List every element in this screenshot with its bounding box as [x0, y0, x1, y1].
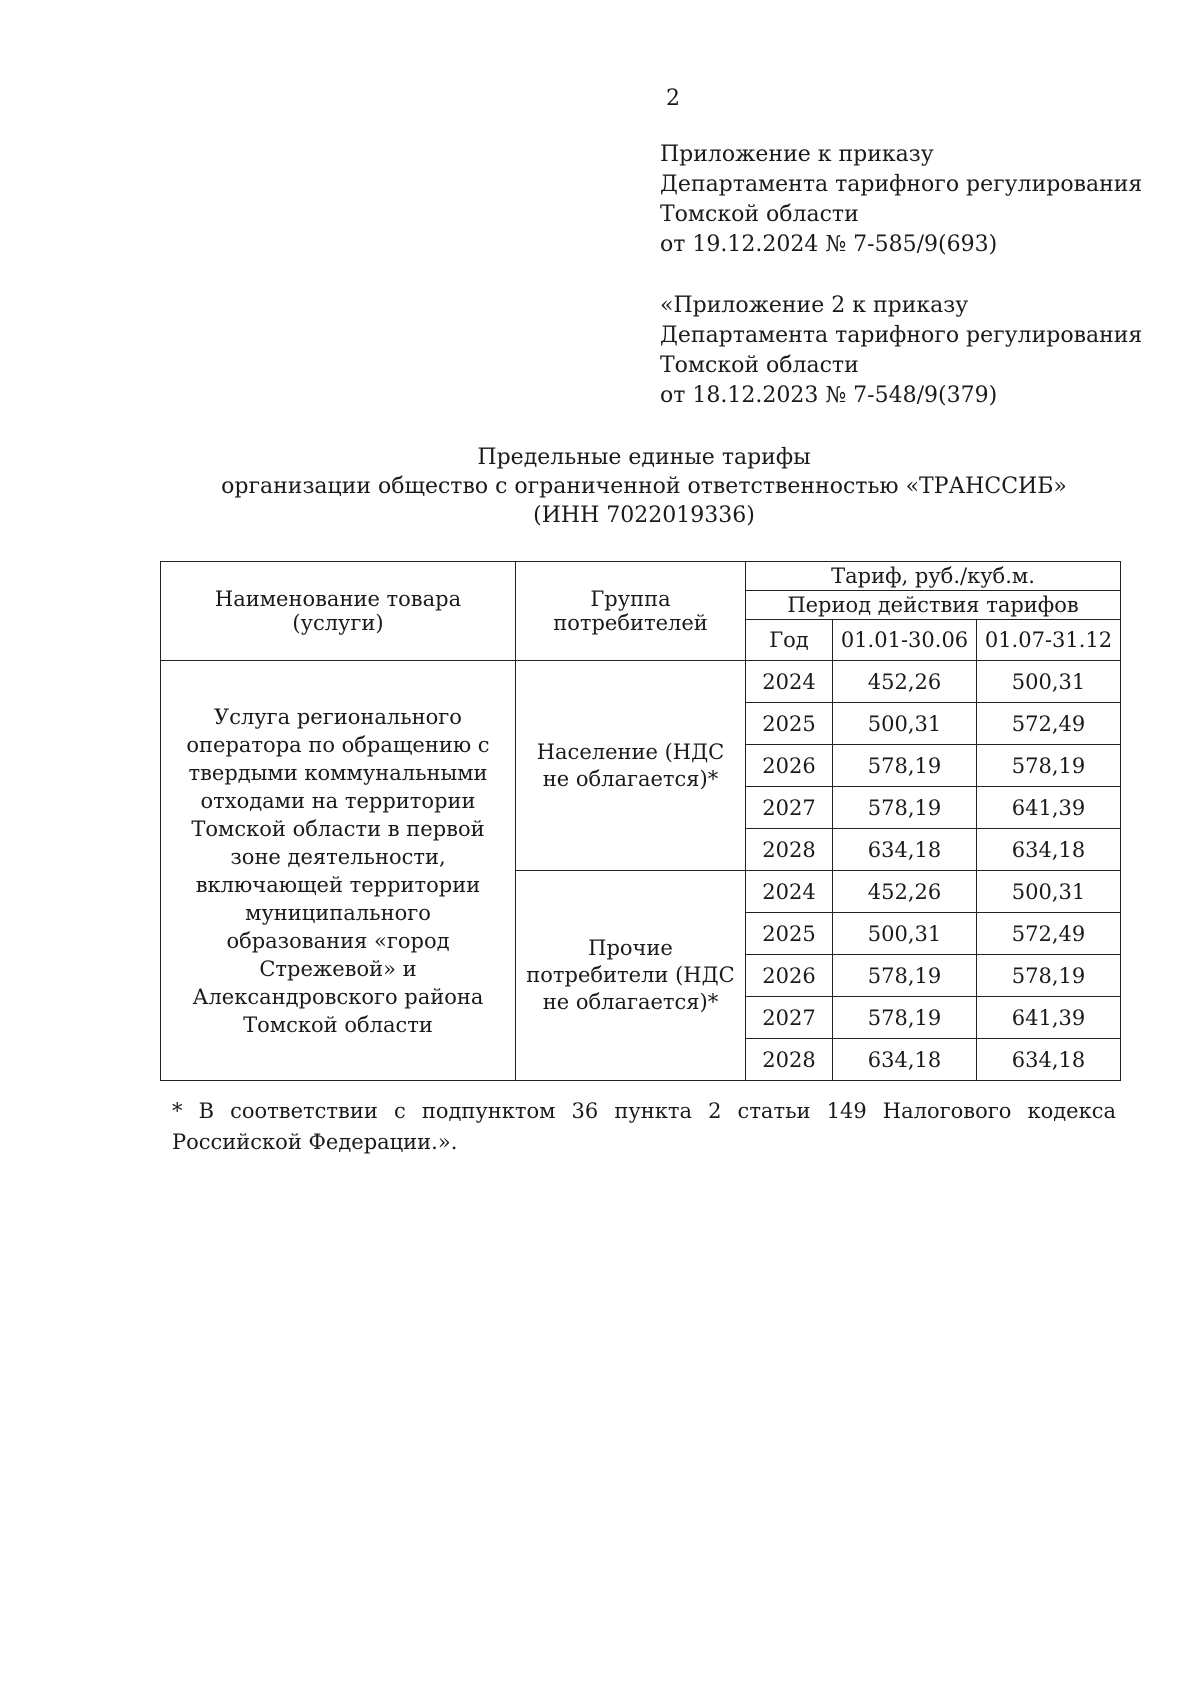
tariff-h1-cell: 452,26 — [833, 661, 977, 703]
tariff-h1-cell: 452,26 — [833, 871, 977, 913]
tariff-table — [160, 561, 1121, 1081]
approval-line: Департамента тарифного регулирования — [660, 323, 1143, 348]
tariff-h2-cell: 500,31 — [977, 871, 1121, 913]
tariff-h2-cell: 572,49 — [977, 703, 1121, 745]
tariff-h2-cell: 500,31 — [977, 661, 1121, 703]
header-half-2: 01.07-31.12 — [977, 620, 1121, 661]
tariff-h1-cell: 578,19 — [833, 997, 977, 1039]
header-tariff: Тариф, руб./куб.м. — [746, 562, 1121, 591]
year-cell: 2026 — [746, 955, 833, 997]
tariff-h2-cell: 578,19 — [977, 745, 1121, 787]
year-cell: 2024 — [746, 661, 833, 703]
year-cell: 2028 — [746, 1039, 833, 1081]
approval-block-previous — [660, 291, 1142, 411]
header-period: Период действия тарифов — [746, 591, 1121, 620]
tariff-h2-cell: 578,19 — [977, 955, 1121, 997]
service-name-cell: Услуга регионального оператора по обращению с твердыми коммунальными отходами на территории Томской области в первой зоне деятельности, включающей территории муниципального образования «город Стрежевой» и Александровского района Томской области — [161, 661, 516, 1081]
tariff-h1-cell: 578,19 — [833, 745, 977, 787]
tariff-h2-cell: 572,49 — [977, 913, 1121, 955]
tariff-h1-cell: 634,18 — [833, 1039, 977, 1081]
year-cell: 2026 — [746, 745, 833, 787]
tariff-h2-cell: 634,18 — [977, 829, 1121, 871]
tariff-h1-cell: 634,18 — [833, 829, 977, 871]
approval-line: «Приложение 2 к приказу — [660, 293, 969, 318]
year-cell: 2027 — [746, 787, 833, 829]
approval-line: Томской области — [660, 353, 859, 378]
tariff-h2-cell: 634,18 — [977, 1039, 1121, 1081]
header-group: Группа потребителей — [516, 562, 746, 661]
approval-line: Приложение к приказу — [660, 142, 934, 167]
table-row — [161, 661, 1121, 703]
tariff-h2-cell: 641,39 — [977, 787, 1121, 829]
approval-line: от 18.12.2023 № 7-548/9(379) — [660, 383, 998, 408]
group-cell-population: Население (НДС не облагается)* — [516, 661, 746, 871]
group-cell-other: Прочие потребители (НДС не облагается)* — [516, 871, 746, 1081]
year-cell: 2025 — [746, 913, 833, 955]
approval-block-current — [660, 140, 1142, 260]
header-year: Год — [746, 620, 833, 661]
approval-line: Томской области — [660, 202, 859, 227]
approval-line: от 19.12.2024 № 7-585/9(693) — [660, 232, 998, 257]
header-service: Наименование товара (услуги) — [161, 562, 516, 661]
tariff-h1-cell: 578,19 — [833, 787, 977, 829]
year-cell: 2024 — [746, 871, 833, 913]
year-cell: 2027 — [746, 997, 833, 1039]
tariff-h2-cell: 641,39 — [977, 997, 1121, 1039]
document-title — [160, 443, 1128, 530]
title-line-3: (ИНН 7022019336) — [533, 503, 755, 528]
tariff-h1-cell: 500,31 — [833, 913, 977, 955]
page-number: 2 — [666, 86, 680, 111]
title-line-1: Предельные единые тарифы — [477, 445, 811, 470]
tariff-h1-cell: 500,31 — [833, 703, 977, 745]
year-cell: 2028 — [746, 829, 833, 871]
title-line-2: организации общество с ограниченной ответственностью «ТРАНССИБ» — [221, 474, 1067, 499]
year-cell: 2025 — [746, 703, 833, 745]
approval-line: Департамента тарифного регулирования — [660, 172, 1143, 197]
tariff-h1-cell: 578,19 — [833, 955, 977, 997]
header-half-1: 01.01-30.06 — [833, 620, 977, 661]
footnote: * В соответствии с подпунктом 36 пункта 2 статьи 149 Налогового кодекса Российской Федерации.». — [172, 1099, 1116, 1154]
